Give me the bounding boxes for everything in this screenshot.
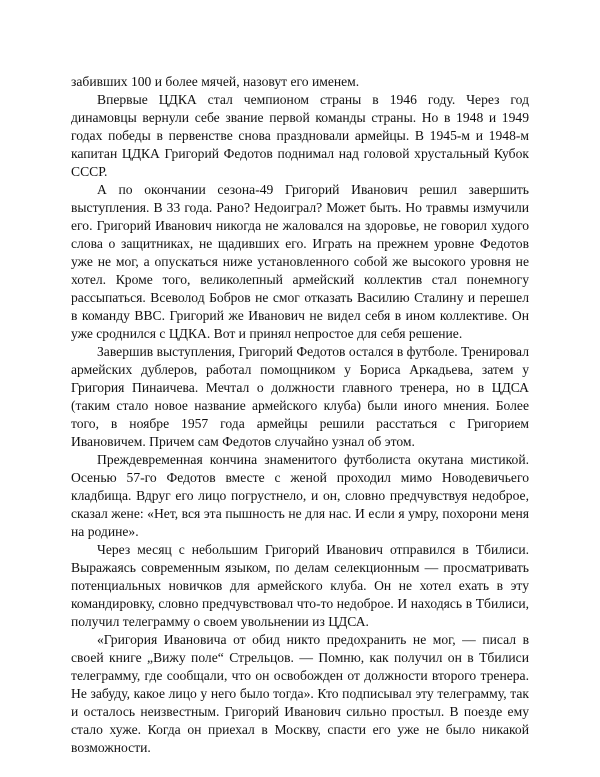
paragraph-coaching-career: Завершив выступления, Григорий Федотов остался в футболе. Тренировал армейских дублеров, работал помощником у Бориса Аркадьева, затем у Григория Пинаичева. Мечтал о должности главного тренера, но в ЦДСА (таким стало новое название армейского клуба) были иного мнения. Более того, в ноябре 1957 года армейцы решили расстаться с Григорием Ивановичем. Причем сам Федотов случайно узнал об этом. — [71, 344, 529, 449]
paragraph-cdka-champion: Впервые ЦДКА стал чемпионом страны в 1946 году. Через год динамовцы вернули себе звание первой команды страны. Но в 1948 и 1949 годах победы в первенстве снова праздновали армейцы. В 1945-м и 1948-м капитан ЦДКА Григорий Федотов поднимал над головой хрустальный Кубок СССР. — [71, 92, 529, 179]
paragraph-retirement-decision: А по окончании сезона-49 Григорий Иванович решил завершить выступления. В 33 года. Рано? Недоиграл? Может быть. Но травмы измучили его. Григорий Иванович никогда не жаловался на здоровье, не говорил худого слова о защитниках, не щадивших его. Играть на прежнем уровне Федотов уже не мог, а опускаться ниже установленного собой же высокого уровня не хотел. Кроме того, великолепный армейский коллектив стал понемногу рассыпаться. Всеволод Бобров не смог отказать Василию Сталину и перешел в команду ВВС. Григорий же Иванович не видел себя в ином коллективе. Он уже сроднился с ЦДКА. Вот и принял непростое для себя решение. — [71, 182, 529, 341]
paragraph-continuation: забивших 100 и более мячей, назовут его именем. — [71, 74, 360, 89]
document-page — [71, 73, 529, 757]
paragraph-tbilisi-trip: Через месяц с небольшим Григорий Иванович отправился в Тбилиси. Выражаясь современным языком, по делам селекционным — просматривать потенциальных новичков для армейского клуба. Он не хотел ехать в эту командировку, словно предчувствовал что-то недоброе. И находясь в Тбилиси, получил телеграмму о своем увольнении из ЦДСА. — [71, 542, 529, 629]
paragraph-streltsov-quote: «Григория Ивановича от обид никто предохранить не мог, — писал в своей книге „Вижу поле“ Стрельцов. — Помню, как получил он в Тбилиси телеграмму, где сообщали, что он освобожден от должности второго тренера. Не забуду, какое лицо у него было тогда». Кто подписывал эту телеграмму, так и осталось неизвестным. Григорий Иванович сильно простыл. В поезде ему стало хуже. Когда он приехал в Москву, спасти его уже не было никакой возможности. — [71, 632, 529, 755]
paragraph-premonition: Преждевременная кончина знаменитого футболиста окутана мистикой. Осенью 57-го Федотов вместе с женой проходил мимо Новодевичьего кладбища. Вдруг его лицо погрустнело, и он, словно предчувствуя недоброе, сказал жене: «Нет, вся эта пышность не для нас. И если я умру, похорони меня на родине». — [71, 452, 529, 539]
